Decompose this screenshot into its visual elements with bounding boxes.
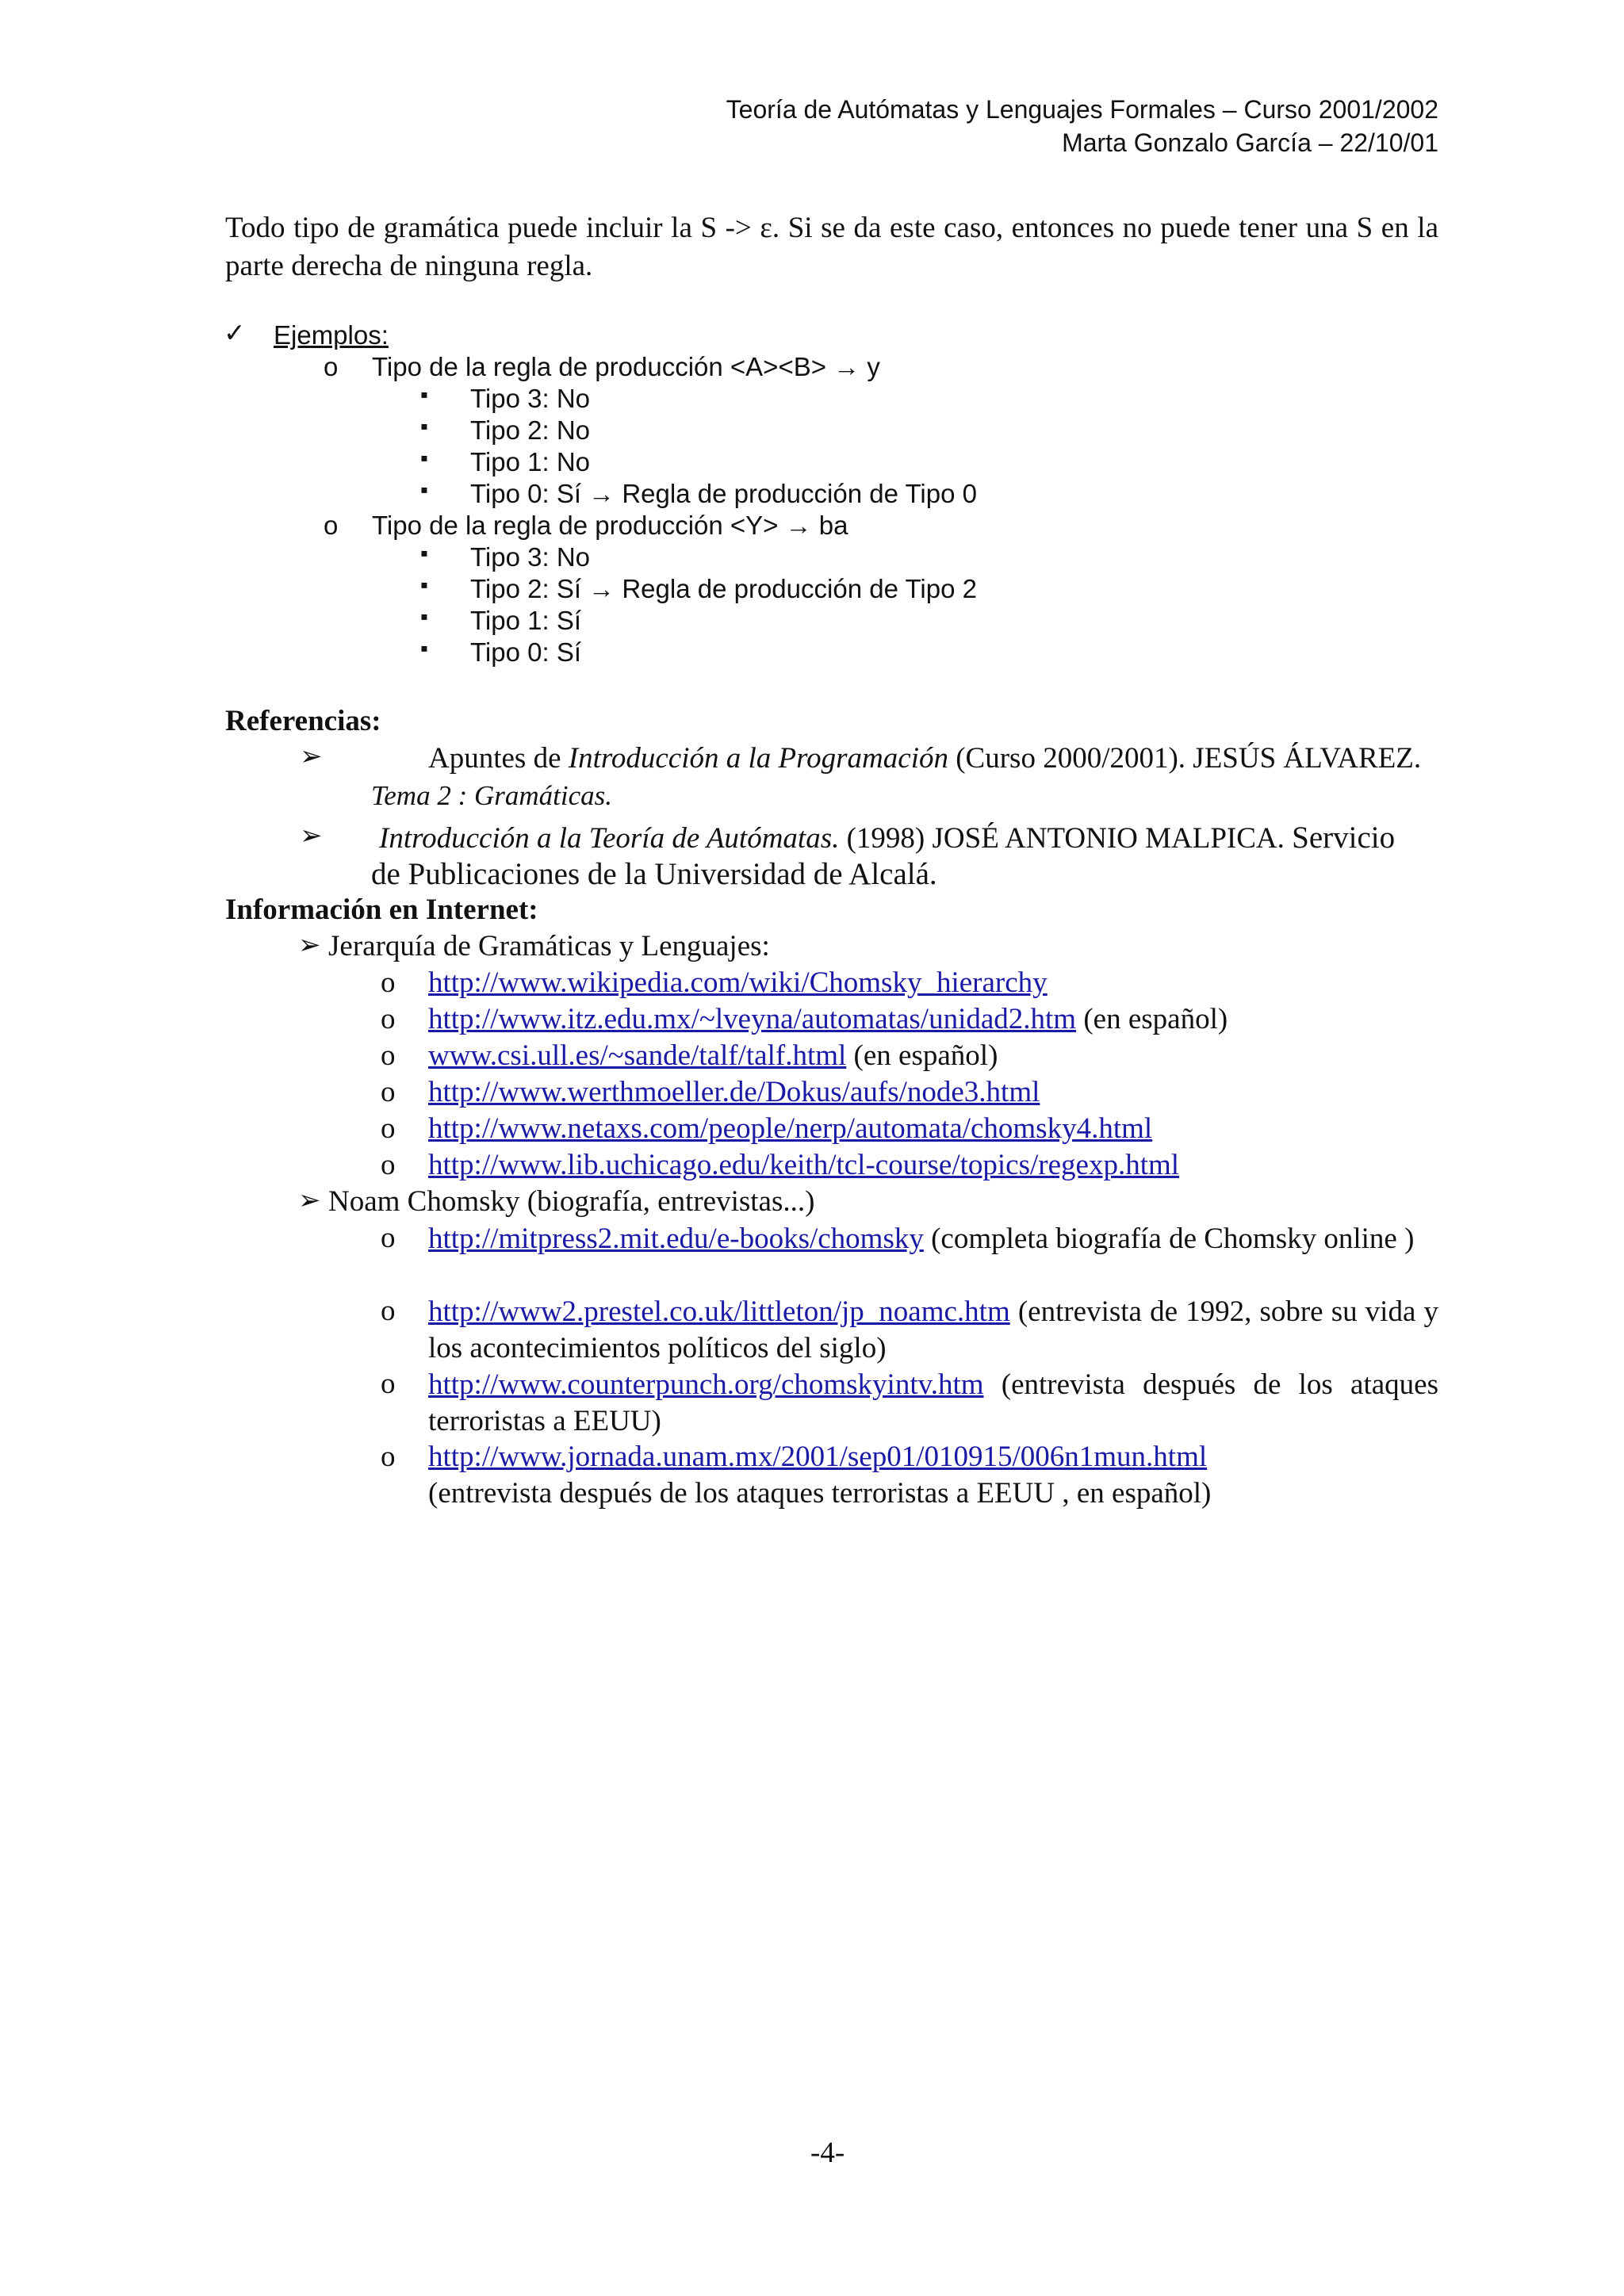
link-item [428,966,1048,1000]
rule1-item: Tipo 0: Sí → Regla de producción de Tipo 0 [470,479,977,508]
link-note: (entrevista después de los ataques terroristas a EEUU , en español) [428,1477,1212,1510]
link-url[interactable]: http://www.netaxs.com/people/nerp/automata/chomsky4.html [428,1112,1153,1145]
header-course-title: Teoría de Autómatas y Lenguajes Formales – Curso 2001/2002 [726,95,1438,124]
link-item [428,1148,1179,1182]
ref1-chapter: Tema 2 : Gramáticas. [371,780,612,811]
header-author-date: Marta Gonzalo García – 22/10/01 [1062,128,1438,157]
link-url[interactable]: http://www.counterpunch.org/chomskyintv.htm [428,1368,984,1401]
link-url-line [428,1440,1207,1474]
rule2-item: Tipo 3: No [470,542,591,572]
bullet-o: o [324,352,339,381]
rule1-item: Tipo 3: No [470,384,591,413]
link-url[interactable]: http://www.werthmoeller.de/Dokus/aufs/node3.html [428,1076,1040,1108]
rule2-item: Tipo 1: Sí [470,606,582,635]
arrow-bullet-icon: ➢ [300,741,323,771]
bullet-o: o [381,966,396,999]
link-note: (entrevista de 1992, sobre su vida y los acontecimientos políticos del siglo) [428,1295,1438,1364]
group1-label: Jerarquía de Gramáticas y Lenguajes: [328,930,770,962]
link-url[interactable]: http://www.jornada.unam.mx/2001/sep01/010915/006n1mun.html [428,1441,1208,1473]
bullet-o: o [381,1441,396,1473]
ref2-publisher: de Publicaciones de la Universidad de Alcalá. [371,857,937,891]
ref2-tail: Servicio [1292,821,1396,855]
link-item [428,1367,1438,1440]
bullet-o: o [381,1295,396,1327]
square-bullet-icon: ▪ [420,604,428,629]
group2-label: Noam Chomsky (biografía, entrevistas...) [328,1185,815,1218]
link-url[interactable]: http://www.lib.uchicago.edu/keith/tcl-course/topics/regexp.html [428,1149,1180,1181]
link-item [428,1112,1152,1146]
ref2-suffix: (1998) JOSÉ ANTONIO MALPICA. [839,822,1293,855]
reference-2 [379,820,1395,855]
bullet-o: o [381,1222,396,1254]
arrow-bullet-icon: ➢ [300,821,323,851]
square-bullet-icon: ▪ [420,636,428,660]
square-bullet-icon: ▪ [420,477,428,502]
reference-1 [428,740,1438,777]
bullet-o: o [324,511,339,540]
arrow-bullet-icon: ➢ [298,1185,321,1215]
bullet-o: o [381,1076,396,1108]
link-item [428,1002,1228,1036]
page-number: -4- [810,2137,845,2169]
bullet-o: o [381,1039,396,1072]
intro-paragraph: Todo tipo de gramática puede incluir la S -> ε. Si se da este caso, entonces no puede tener una S en la parte derecha de ninguna regla. [225,212,1438,282]
rule1-item: Tipo 2: No [470,415,591,445]
rule2-item: Tipo 2: Sí → Regla de producción de Tipo 2 [470,574,977,603]
square-bullet-icon: ▪ [420,414,428,438]
internet-title: Información en Internet: [225,894,538,926]
square-bullet-icon: ▪ [420,382,428,407]
link-note: (en español) [1076,1003,1228,1035]
link-note: (en español) [846,1039,998,1072]
rule2-item: Tipo 0: Sí [470,637,582,667]
bullet-o: o [381,1149,396,1181]
check-icon: ✓ [224,318,246,347]
link-item [428,1039,998,1073]
link-item [428,1294,1438,1367]
examples-title: Ejemplos: [274,320,389,350]
square-bullet-icon: ▪ [420,446,428,470]
link-url[interactable]: http://www.itz.edu.mx/~lveyna/automatas/unidad2.htm [428,1003,1077,1035]
references-title: Referencias: [225,705,381,737]
link-url[interactable]: www.csi.ull.es/~sande/talf/talf.html [428,1039,847,1072]
ref1-suffix: (Curso 2000/2001). JESÚS ÁLVAREZ. [948,742,1422,775]
link-url[interactable]: http://www.wikipedia.com/wiki/Chomsky_hierarchy [428,966,1048,999]
rule1-item: Tipo 1: No [470,447,591,476]
bullet-o: o [381,1368,396,1400]
ref2-book-title: Introducción a la Teoría de Autómatas. [379,822,840,855]
square-bullet-icon: ▪ [420,572,428,597]
link-url[interactable]: http://mitpress2.mit.edu/e-books/chomsky [428,1223,924,1255]
link-note: (entrevista después de los ataques terroristas a EEUU) [428,1368,1438,1437]
link-note: (completa biografía de Chomsky online ) [923,1223,1415,1255]
bullet-o: o [381,1003,396,1035]
link-item [428,1075,1040,1109]
link-url[interactable]: http://www2.prestel.co.uk/littleton/jp_noamc.htm [428,1295,1010,1328]
link-item [428,1221,1438,1257]
rule2-label: Tipo de la regla de producción <Y> → ba [372,511,848,540]
rule1-label: Tipo de la regla de producción <A><B> → y [372,352,880,381]
bullet-o: o [381,1112,396,1145]
ref1-prefix: Apuntes de [428,742,569,775]
ref1-book-title: Introducción a la Programación [568,742,948,775]
square-bullet-icon: ▪ [420,541,428,565]
arrow-bullet-icon: ➢ [298,930,321,960]
